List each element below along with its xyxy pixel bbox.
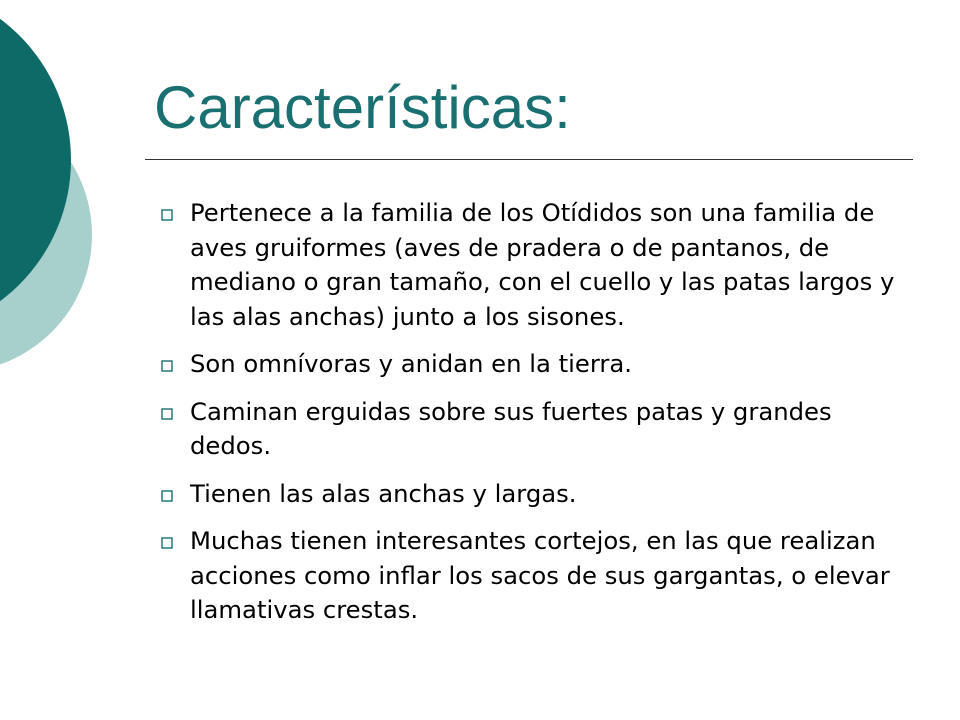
bullet-text: Muchas tienen interesantes cortejos, en las que realizan acciones como inflar los sacos de sus gargantas, o elevar llamativas crestas. (190, 526, 890, 624)
title-divider (145, 159, 913, 160)
hollow-square-bullet-icon (160, 407, 174, 421)
bullet-text: Son omnívoras y anidan en la tierra. (190, 349, 632, 378)
decorative-circles (0, 0, 160, 420)
bullet-text: Tienen las alas anchas y largas. (190, 478, 577, 508)
hollow-square-bullet-icon (160, 536, 174, 550)
bullet-text: Pertenece a la familia de los Otídidos son una familia de aves gruiformes (aves de pradera o de pantanos, de mediano o gran tamaño, con el cuello y las patas largos y las alas anchas) junto a los sisones. (190, 198, 895, 331)
slide-title: Características: (154, 74, 571, 141)
hollow-square-bullet-icon (160, 359, 174, 373)
bullet-item (160, 395, 920, 464)
bullet-item (160, 347, 920, 382)
bullet-text: Caminan erguidas sobre sus fuertes patas y grandes dedos. (190, 396, 832, 460)
bullet-list (160, 196, 920, 641)
bullet-item (160, 196, 920, 334)
bullet-item (160, 477, 920, 512)
hollow-square-bullet-icon (160, 489, 174, 503)
hollow-square-bullet-icon (160, 208, 174, 222)
bullet-item (160, 524, 920, 628)
